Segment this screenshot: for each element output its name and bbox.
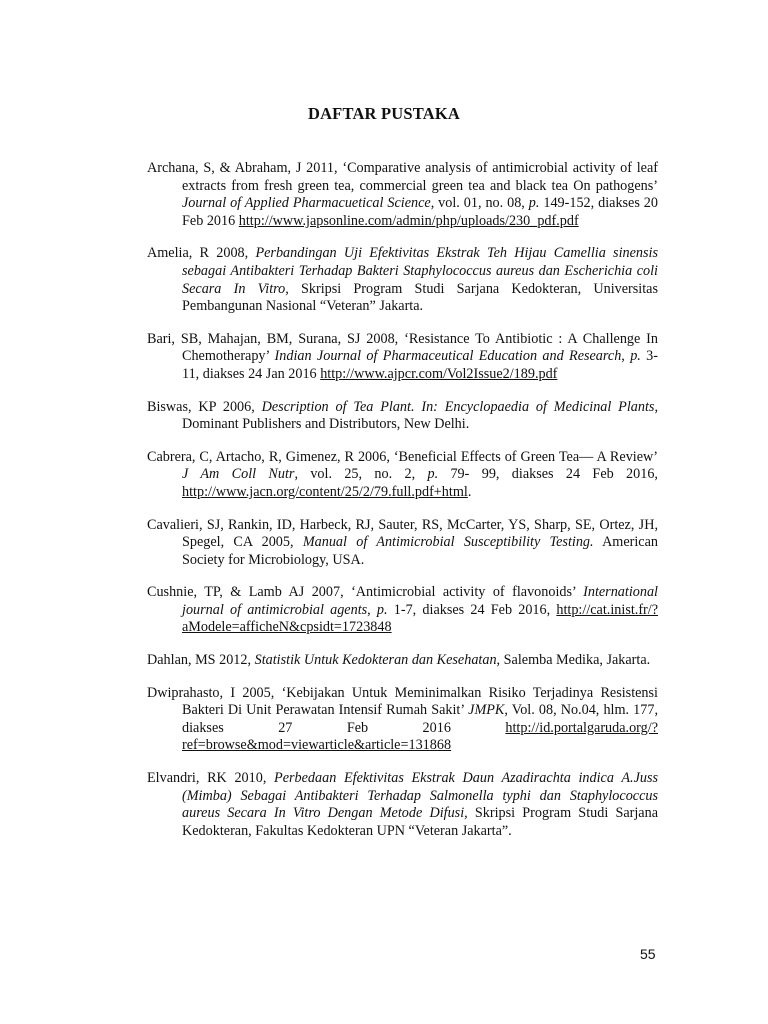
page-title: DAFTAR PUSTAKA xyxy=(307,104,461,123)
reference-text: Archana, S, & Abraham, J 2011, ‘Comparative analysis of antimicrobial activity of leaf extracts from fresh green tea, commercial green tea and black tea On pathogens’ xyxy=(147,160,658,194)
reference-entry xyxy=(147,517,658,570)
reference-italic-text: JMPK xyxy=(468,702,505,719)
reference-entry xyxy=(147,331,658,384)
reference-text: Cavalieri, SJ, Rankin, ID, Harbeck, RJ, Sauter, RS, McCarter, YS, Sharp, SE, Ortez, JH, Spegel, CA 2005, xyxy=(147,516,658,551)
reference-text: Dahlan, MS 2012, xyxy=(147,652,255,669)
reference-text: Cushnie, TP, & Lamb AJ 2007, ‘Antimicrobial activity of flavonoids’ xyxy=(147,584,584,601)
reference-text: . xyxy=(467,483,472,500)
reference-entry xyxy=(147,652,658,670)
reference-text: Bari, SB, Mahajan, BM, Surana, SJ 2008, ‘Resistance To Antibiotic : A Challenge In Chemotherapy’ xyxy=(147,330,658,365)
reference-text: Amelia, R 2008, xyxy=(147,245,256,262)
reference-italic-text: p. xyxy=(376,601,388,618)
reference-text: , xyxy=(621,348,631,365)
reference-link[interactable]: http://www.jacn.org/content/25/2/79.full.pdf+html xyxy=(182,483,468,500)
reference-entry xyxy=(147,449,658,502)
reference-text: Dwiprahasto, I 2005, ‘Kebijakan Untuk Meminimalkan Risiko Terjadinya Resistensi Bakteri Di Unit Perawatan Intensif Rumah Sakit’ xyxy=(147,684,658,719)
reference-italic-text: Indian Journal of Pharmaceutical Education and Research xyxy=(274,348,622,365)
reference-link[interactable]: http://www.ajpcr.com/Vol2Issue2/189.pdf xyxy=(320,365,558,382)
reference-italic-text: p. xyxy=(528,195,540,212)
reference-entry xyxy=(147,245,658,315)
reference-text: Cabrera, C, Artacho, R, Gimenez, R 2006, ‘Beneficial Effects of Green Tea— A Review’ xyxy=(147,448,658,465)
reference-text: 1-7, diakses 24 Feb 2016, xyxy=(387,601,557,618)
reference-text: Biswas, KP 2006, xyxy=(147,398,262,415)
reference-text: , Dominant Publishers and Distributors, New Delhi. xyxy=(182,398,658,433)
reference-text: Elvandri, RK 2010, xyxy=(147,770,275,787)
reference-link[interactable]: http://id.portalgaruda.org/?ref=browse&mod=viewarticle&article=131868 xyxy=(182,719,658,754)
reference-entry xyxy=(147,584,658,637)
reference-text: vol. 01, no. 08, xyxy=(434,195,529,212)
reference-text: , vol. 25, no. 2, xyxy=(294,466,428,483)
reference-text: Skripsi Program Studi Sarjana Kedokteran, Universitas Pembangunan Nasional “Veteran” Jakarta. xyxy=(182,280,658,315)
page-number: 55 xyxy=(640,946,656,962)
reference-text: 79- 99, diakses 24 Feb 2016, xyxy=(438,466,658,483)
reference-italic-text: J Am Coll Nutr xyxy=(182,466,295,483)
reference-link[interactable]: http://www.japsonline.com/admin/php/uploads/230_pdf.pdf xyxy=(238,212,579,229)
reference-text: American Society for Microbiology, USA. xyxy=(182,534,658,568)
reference-link[interactable]: http://cat.inist.fr/?aModele=afficheN&cpsidt=1723848 xyxy=(182,601,659,636)
reference-italic-text: Description of Tea Plant. In: Encyclopaedia of Medicinal Plants xyxy=(261,398,655,415)
reference-text: 149-152, diakses 20 Feb 2016 xyxy=(182,195,658,229)
reference-text: 3-11, diakses 24 Jan 2016 xyxy=(182,348,658,382)
reference-text: , Vol. 08, No.04, hlm. 177, diakses 27 Feb 2016 xyxy=(182,702,658,736)
reference-entry xyxy=(147,160,658,230)
reference-text: , xyxy=(367,601,377,618)
reference-italic-text: International journal of antimicrobial agents xyxy=(182,584,658,618)
reference-text: Skripsi Program Studi Sarjana Kedokteran, Fakultas Kedokteran UPN “Veteran Jakarta”. xyxy=(182,805,658,839)
reference-italic-text: Perbandingan Uji Efektivitas Ekstrak Teh Hijau Camellia sinensis sebagai Antibakteri Terhadap Bakteri Staphylococcus aureus dan Escherichia coli Secara In Vitro, xyxy=(182,245,658,297)
reference-italic-text: p. xyxy=(630,348,641,365)
reference-italic-text: Manual of Antimicrobial Susceptibility Testing. xyxy=(302,534,594,551)
reference-italic-text: p. xyxy=(427,466,439,483)
reference-entry xyxy=(147,399,658,434)
reference-italic-text: Statistik Untuk Kedokteran dan Kesehatan xyxy=(254,652,497,669)
reference-list xyxy=(147,160,658,840)
reference-italic-text: Perbedaan Efektivitas Ekstrak Daun Azadirachta indica A.Juss (Mimba) Sebagai Antibakteri Terhadap Salmonella typhi dan Staphylococcus aureus Secara In Vitro Dengan Metode Difusi, xyxy=(182,770,659,822)
reference-italic-text: Journal of Applied Pharmacuetical Science, xyxy=(182,195,435,212)
reference-text: , Salemba Medika, Jakarta. xyxy=(496,652,651,669)
reference-entry xyxy=(147,685,658,755)
reference-entry xyxy=(147,770,658,840)
